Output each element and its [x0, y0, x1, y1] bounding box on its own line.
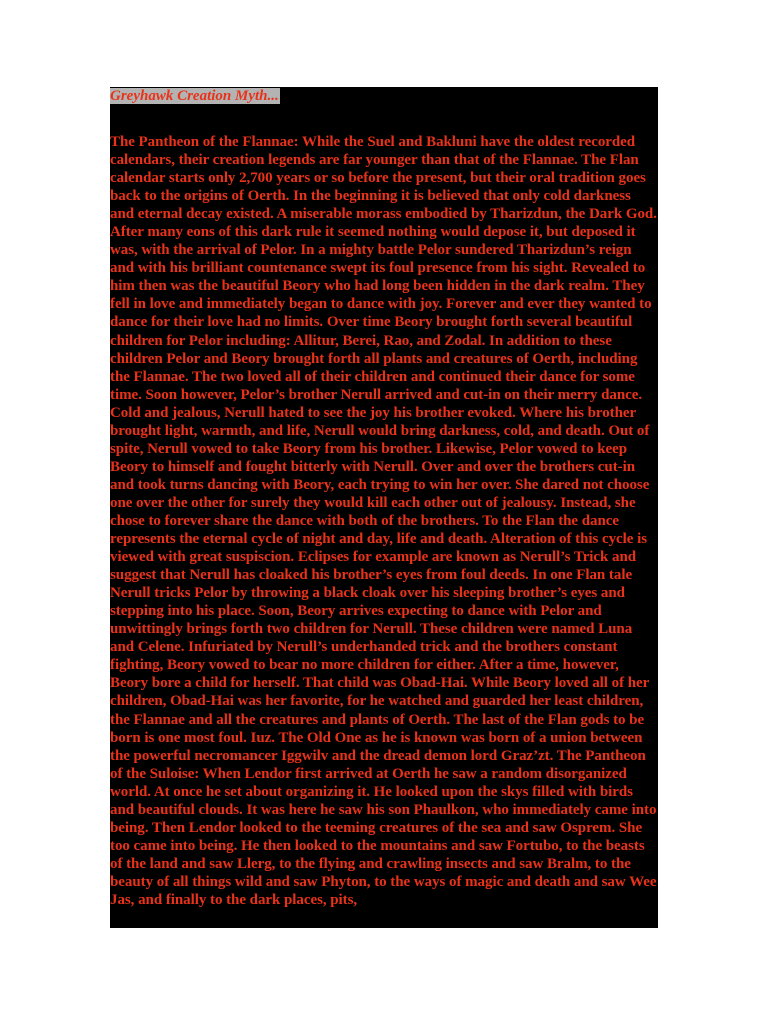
- article-title: Greyhawk Creation Myth...: [110, 88, 279, 104]
- article-body: The Pantheon of the Flannae: While the Suel and Bakluni have the oldest recorded calendars, their creation legends are far younger than that of the Flannae. The Flan calendar starts only 2,700 years or so before the present, but their oral tradition goes back to the origins of Oerth. In the beginning it is believed that only cold darkness and eternal decay existed. A miserable morass embodied by Tharizdun, the Dark God. After many eons of this dark rule it seemed nothing would depose it, but deposed it was, with the arrival of Pelor. In a mighty battle Pelor sundered Tharizdun’s reign and with his brilliant countenance swept its foul presence from his sight. Revealed to him then was the beautiful Beory who had long been hidden in the dark realm. They fell in love and immediately began to dance with joy. Forever and ever they wanted to dance for their love had no limits. Over time Beory brought forth several beautiful children for Pelor including: Allitur, Berei, Rao, and Zodal. In addition to these children Pelor and Beory brought forth all plants and creatures of Oerth, including the Flannae. The two loved all of their children and continued their dance for some time. Soon however, Pelor’s brother Nerull arrived and cut-in on their merry dance. Cold and jealous, Nerull hated to see the joy his brother evoked. Where his brother brought light, warmth, and life, Nerull would bring darkness, cold, and death. Out of spite, Nerull vowed to take Beory from his brother. Likewise, Pelor vowed to keep Beory to himself and fought bitterly with Nerull. Over and over the brothers cut-in and took turns dancing with Beory, each trying to win her over. She dared not choose one over the other for surely they would kill each other out of jealousy. Instead, she chose to forever share the dance with both of the brothers. To the Flan the dance represents the eternal cycle of night and day, life and death. Alteration of this cycle is viewed with great suspiscion. Eclipses for example are known as Nerull’s Trick and suggest that Nerull has cloaked his brother’s eyes from foul deeds. In one Flan tale Nerull tricks Pelor by throwing a black cloak over his sleeping brother’s eyes and stepping into his place. Soon, Beory arrives expecting to dance with Pelor and unwittingly brings forth two children for Nerull. These children were named Luna and Celene. Infuriated by Nerull’s underhanded trick and the brothers constant fighting, Beory vowed to bear no more children for either. After a time, however, Beory bore a child for herself. That child was Obad-Hai. While Beory loved all of her children, Obad-Hai was her favorite, for he watched and guarded her least children, the Flannae and all the creatures and plants of Oerth. The last of the Flan gods to be born is one most foul. Iuz. The Old One as he is known was born of a union between the powerful necromancer Iggwilv and the dread demon lord Graz’zt. The Pantheon of the Suloise: When Lendor first arrived at Oerth he saw a random disorganized world. At once he set about organizing it. He looked upon the skys filled with birds and beautiful clouds. It was here he saw his son Phaulkon, who immediately came into being. Then Lendor looked to the teeming creatures of the sea and saw Osprem. She too came into being. He then looked to the mountains and saw Fortubo, to the beasts of the land and saw Llerg, to the flying and crawling insects and saw Bralm, to the beauty of all things wild and saw Phyton, to the ways of magic and death and saw Wee Jas, and finally to the dark places, pits,: [110, 134, 657, 908]
- article-container: [110, 87, 658, 928]
